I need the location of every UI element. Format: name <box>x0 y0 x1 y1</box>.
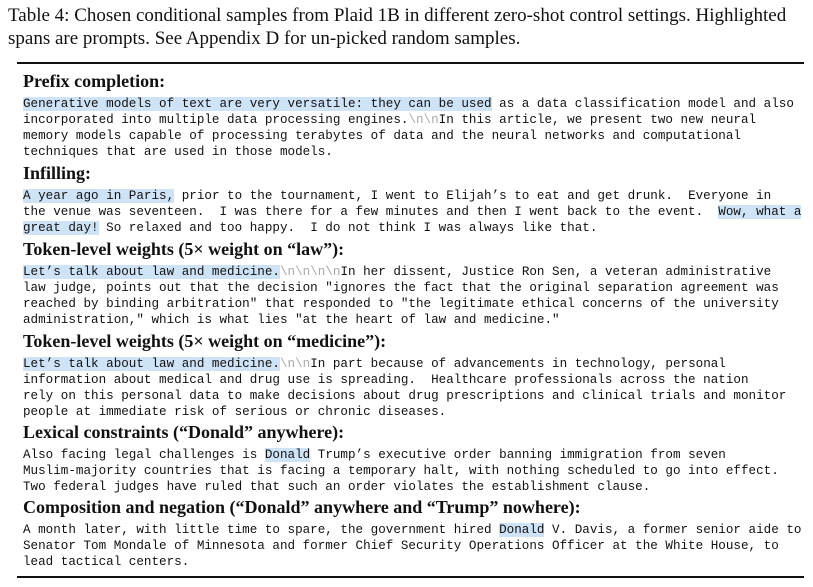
generated-text: people at immediate risk of serious or chronic diseases. <box>23 405 447 419</box>
section-body <box>23 188 808 236</box>
sample-text-line <box>23 463 808 479</box>
generated-text: information about medical and drug use is spreading. Healthcare professionals across the nation <box>23 373 749 387</box>
prompt-span: Wow, what a <box>718 205 802 219</box>
prompt-span: Let’s talk about law and medicine. <box>23 357 280 371</box>
section-prefix-completion <box>23 70 808 160</box>
prompt-span: great day! <box>23 221 99 235</box>
section-body <box>23 96 808 160</box>
prompt-span: Donald <box>264 448 311 462</box>
section-heading: Infilling: <box>23 163 92 183</box>
generated-text: Also facing legal challenges is <box>23 448 265 462</box>
newline-token: \n\n <box>408 113 439 127</box>
sample-text-line <box>23 112 808 128</box>
section-token-weights-law <box>23 238 808 328</box>
generated-text: A month later, with little time to spare, the government hired <box>23 523 500 537</box>
generated-text: as a data classification model and also <box>491 97 794 111</box>
generated-text: In this article, we present two new neural <box>438 113 757 127</box>
generated-text: V. Davis, a former senior aide to <box>544 523 802 537</box>
generated-text: Senator Tom Mondale of Minnesota and former Chief Security Operations Officer at the White House, to <box>23 539 779 553</box>
generated-text: lead tactical centers. <box>23 555 190 569</box>
prompt-span: Generative models of text are very versatile: they can be used <box>23 97 492 111</box>
sample-text-line <box>23 356 808 372</box>
section-heading: Prefix completion: <box>23 71 166 91</box>
sample-text-line <box>23 479 808 495</box>
sample-text-line <box>23 312 808 328</box>
sample-text-line <box>23 296 808 312</box>
generated-text: In part because of advancements in technology, personal <box>310 357 726 371</box>
sample-text-line <box>23 522 808 538</box>
newline-token: \n\n <box>279 357 311 371</box>
section-heading: Lexical constraints (“Donald” anywhere): <box>23 422 345 442</box>
generated-text: incorporated into multiple data processing engines. <box>23 113 409 127</box>
sample-text-line <box>23 388 808 404</box>
sample-text-line <box>23 128 808 144</box>
sample-text-line <box>23 220 808 236</box>
prompt-span: A year ago in Paris, <box>23 189 175 203</box>
newline-token: \n\n\n\n <box>279 265 341 279</box>
sample-text-line <box>23 264 808 280</box>
generated-text: prior to the tournament, I went to Elijah’s to eat and get drunk. Everyone in <box>174 189 772 203</box>
generated-text: law judge, points out that the decision "ignores the fact that the original separation agreement was <box>23 281 779 295</box>
section-heading: Composition and negation (“Donald” anywhere and “Trump” nowhere): <box>23 497 581 517</box>
generated-text: techniques that are used in those models. <box>23 145 333 159</box>
section-body <box>23 522 808 570</box>
prompt-span: Donald <box>499 523 545 537</box>
generated-text: Trump’s executive order banning immigration from seven <box>310 448 726 462</box>
section-token-weights-medicine <box>23 330 808 420</box>
sample-text-line <box>23 404 808 420</box>
top-rule <box>17 62 804 64</box>
sample-text-line <box>23 188 808 204</box>
section-body <box>23 447 808 495</box>
section-body <box>23 264 808 328</box>
sample-text-line <box>23 96 808 112</box>
sample-text-line <box>23 538 808 554</box>
generated-text: So relaxed and too happy. I do not think I was always like that. <box>98 221 598 235</box>
section-heading: Token-level weights (5× weight on “law”): <box>23 239 345 259</box>
generated-text: the venue was seventeen. I was there for a few minutes and then I went back to the event. <box>23 205 719 219</box>
table-caption <box>8 4 808 50</box>
caption-line-1: Table 4: Chosen conditional samples from Plaid 1B in different zero-shot control settings. Highlighted <box>8 5 787 26</box>
generated-text: reached by binding arbitration" that responded to "the legitimate ethical concerns of the university <box>23 297 779 311</box>
sample-text-line <box>23 280 808 296</box>
section-body <box>23 356 808 420</box>
section-composition-negation <box>23 496 808 570</box>
section-heading: Token-level weights (5× weight on “medicine”): <box>23 331 387 351</box>
prompt-span: Let’s talk about law and medicine. <box>23 265 280 279</box>
sample-text-line <box>23 372 808 388</box>
caption-line-2: spans are prompts. See Appendix D for un-picked random samples. <box>8 28 521 49</box>
generated-text: Two federal judges have ruled that such an order violates the establishment clause. <box>23 480 651 494</box>
generated-text: administration," which is what lies "at the heart of law and medicine." <box>23 313 560 327</box>
section-infilling <box>23 162 808 236</box>
sample-text-line <box>23 447 808 463</box>
generated-text: Muslim-majority countries that is facing a temporary halt, with nothing scheduled to go into effect. <box>23 464 779 478</box>
generated-text: memory models capable of processing terabytes of data and the neural networks and computational <box>23 129 741 143</box>
sample-text-line <box>23 554 808 570</box>
bottom-rule <box>17 576 804 578</box>
generated-text: In her dissent, Justice Ron Sen, a veteran administrative <box>340 265 772 279</box>
section-lexical-constraints <box>23 421 808 495</box>
sample-text-line <box>23 204 808 220</box>
generated-text: rely on this personal data to make decisions about drug prescriptions and clinical trials and monitor <box>23 389 787 403</box>
sample-text-line <box>23 144 808 160</box>
